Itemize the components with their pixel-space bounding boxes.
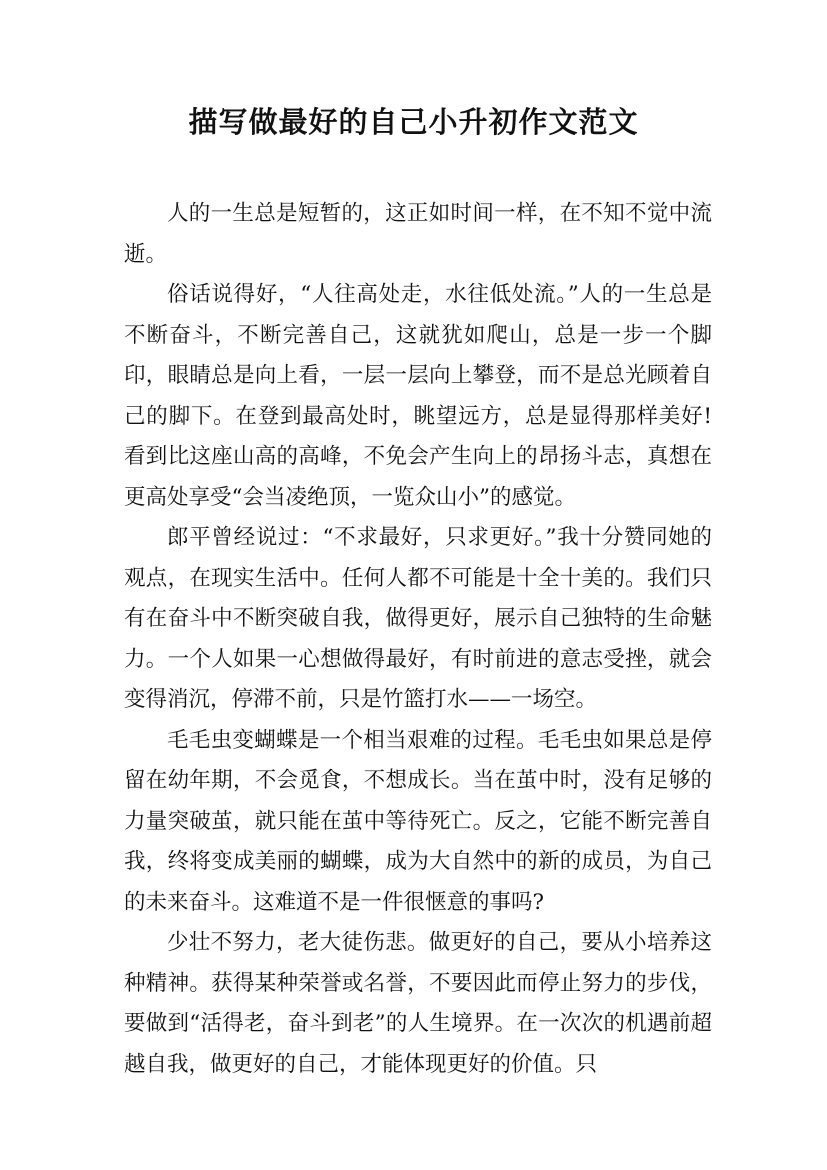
document-title: 描写做最好的自己小升初作文范文 [188,105,639,139]
paragraph: 郎平曾经说过：“不求最好，只求更好。”我十分赞同她的观点，在现实生活中。任何人都不可能是十全十美的。我们只有在奋斗中不断突破自我，做得更好，展示自己独特的生命魅力。一个人如果一心想做得最好，有时前进的意志受挫，就会变得消沉，停滞不前，只是竹篮打水——一场空。 [124,525,712,712]
paragraph: 少壮不努力，老大徒伤悲。做更好的自己，要从小培养这种精神。获得某种荣誉或名誉，不要因此而停止努力的步伐，要做到“活得老，奋斗到老”的人生境界。在一次次的机遇前超越自我，做更好的自己，才能体现更好的价值。只 [124,930,712,1077]
paragraph: 俗话说得好，“人往高处走，水往低处流。”人的一生总是不断奋斗，不断完善自己，这就犹如爬山，总是一步一个脚印，眼睛总是向上看，一层一层向上攀登，而不是总光顾着自己的脚下。在登到最高处时，眺望远方，总是显得那样美好!看到比这座山高的高峰，不免会产生向上的昂扬斗志，真想在更高处享受“会当凌绝顶，一览众山小”的感觉。 [124,282,712,510]
document-body [124,194,712,1085]
paragraph: 毛毛虫变蝴蝶是一个相当艰难的过程。毛毛虫如果总是停留在幼年期，不会觅食，不想成长。当在茧中时，没有足够的力量突破茧，就只能在茧中等待死亡。反之，它能不断完善自我，终将变成美丽的蝴蝶，成为大自然中的新的成员，为自己的未来奋斗。这难道不是一件很惬意的事吗? [124,727,712,915]
paragraph: 人的一生总是短暂的，这正如时间一样，在不知不觉中流逝。 [124,201,712,267]
